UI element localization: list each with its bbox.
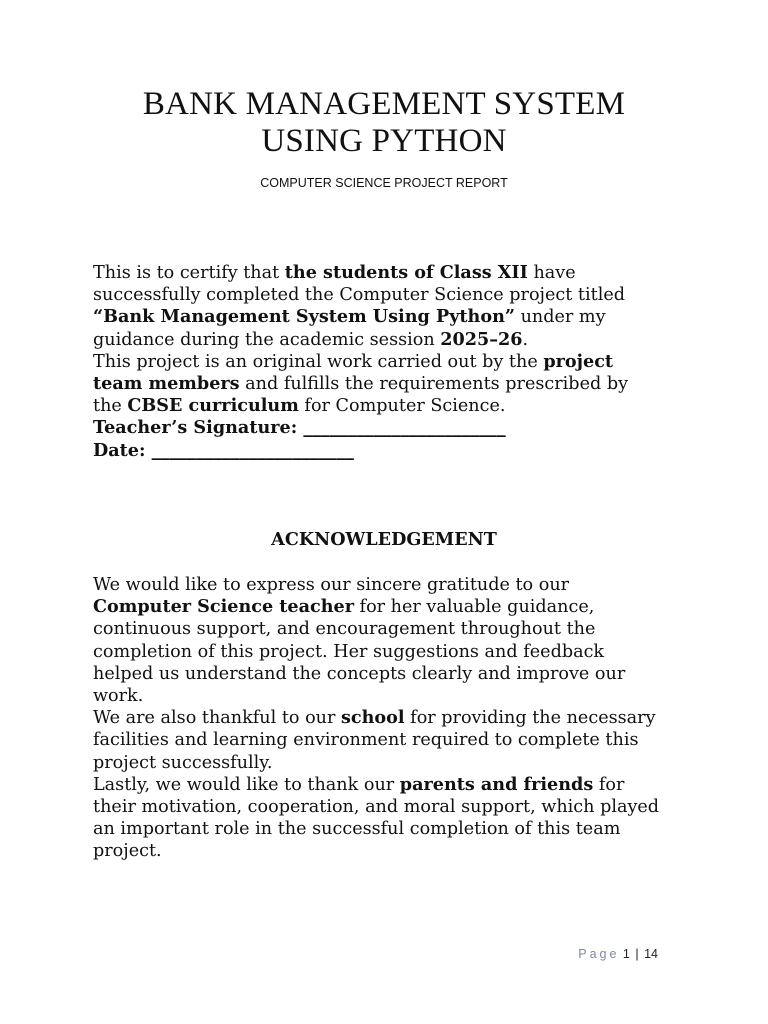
certificate-line <box>93 329 693 351</box>
certificate-line <box>93 373 693 395</box>
certificate-paragraph <box>93 262 693 462</box>
project-title-text: “Bank Management System Using Python” <box>93 306 515 328</box>
acknowledgement-line: an important role in the successful completion of this team <box>93 819 621 840</box>
acknowledgement-text: for her valuable guidance, <box>353 597 595 618</box>
acknowledgement-line <box>93 596 693 618</box>
acknowledgement-line: project. <box>93 841 162 862</box>
certificate-text: . <box>522 329 529 350</box>
certificate-bold-text: project <box>543 350 614 372</box>
certificate-line <box>93 351 693 373</box>
current-page-number: 1 <box>622 947 630 961</box>
page-number-footer <box>578 946 658 962</box>
certificate-text: This project is an original work carried out by the <box>93 351 544 372</box>
date-label: Date: _______________________ <box>93 439 354 461</box>
acknowledgement-line: continuous support, and encouragement throughout the <box>93 619 596 640</box>
acknowledgement-line: project successfully. <box>93 752 273 773</box>
acknowledgement-text: for <box>593 774 625 795</box>
acknowledgement-bold-text: school <box>341 707 405 729</box>
total-pages-number: 14 <box>644 947 658 961</box>
acknowledgement-line <box>93 707 693 729</box>
acknowledgement-text: We are also thankful to our <box>93 708 342 729</box>
acknowledgement-bold-text: parents and friends <box>399 773 594 795</box>
certificate-text: guidance during the academic session <box>93 329 441 350</box>
acknowledgement-bold-text: Computer Science teacher <box>93 596 354 618</box>
page-separator: | <box>635 947 639 961</box>
certificate-bold-text: CBSE curriculum <box>127 395 299 417</box>
report-subtitle: COMPUTER SCIENCE PROJECT REPORT <box>260 176 508 190</box>
teacher-signature-label: Teacher’s Signature: _______________________ <box>93 417 506 439</box>
page-label: Page <box>578 947 620 961</box>
academic-session-text: 2025–26 <box>440 328 523 350</box>
certificate-line <box>93 306 693 328</box>
page-title <box>0 86 768 160</box>
teacher-signature-line <box>93 417 693 439</box>
certificate-line <box>93 395 693 417</box>
certificate-text: and fulfills the requirements prescribed by <box>239 374 629 395</box>
acknowledgement-line: facilities and learning environment required to complete this <box>93 730 639 751</box>
acknowledgement-line: work. <box>93 686 144 707</box>
certificate-bold-text: team members <box>93 373 240 395</box>
certificate-text: This is to certify that <box>93 263 285 283</box>
certificate-text: under my <box>514 307 606 328</box>
acknowledgement-line <box>93 774 693 796</box>
acknowledgement-line: helped us understand the concepts clearly and improve our <box>93 663 626 684</box>
certificate-text: for Computer Science. <box>298 396 506 417</box>
acknowledgement-line: We would like to express our sincere gratitude to our <box>93 575 570 595</box>
certificate-text: the <box>93 396 128 417</box>
certificate-line <box>93 262 693 284</box>
acknowledgement-paragraph <box>93 574 693 863</box>
acknowledgement-line: completion of this project. Her suggestions and feedback <box>93 641 605 662</box>
certificate-bold-text: the students of Class XII <box>284 262 528 283</box>
acknowledgement-text: for providing the necessary <box>404 708 656 729</box>
date-line <box>93 440 693 462</box>
certificate-line: successfully completed the Computer Science project titled <box>93 285 626 306</box>
acknowledgement-text: Lastly, we would like to thank our <box>93 774 400 795</box>
certificate-text: have <box>527 263 576 283</box>
acknowledgement-line: their motivation, cooperation, and moral support, which played <box>93 797 660 818</box>
title-line-2: USING PYTHON <box>261 123 507 159</box>
acknowledgement-heading: ACKNOWLEDGEMENT <box>271 529 497 550</box>
title-line-1: BANK MANAGEMENT SYSTEM <box>142 86 626 122</box>
